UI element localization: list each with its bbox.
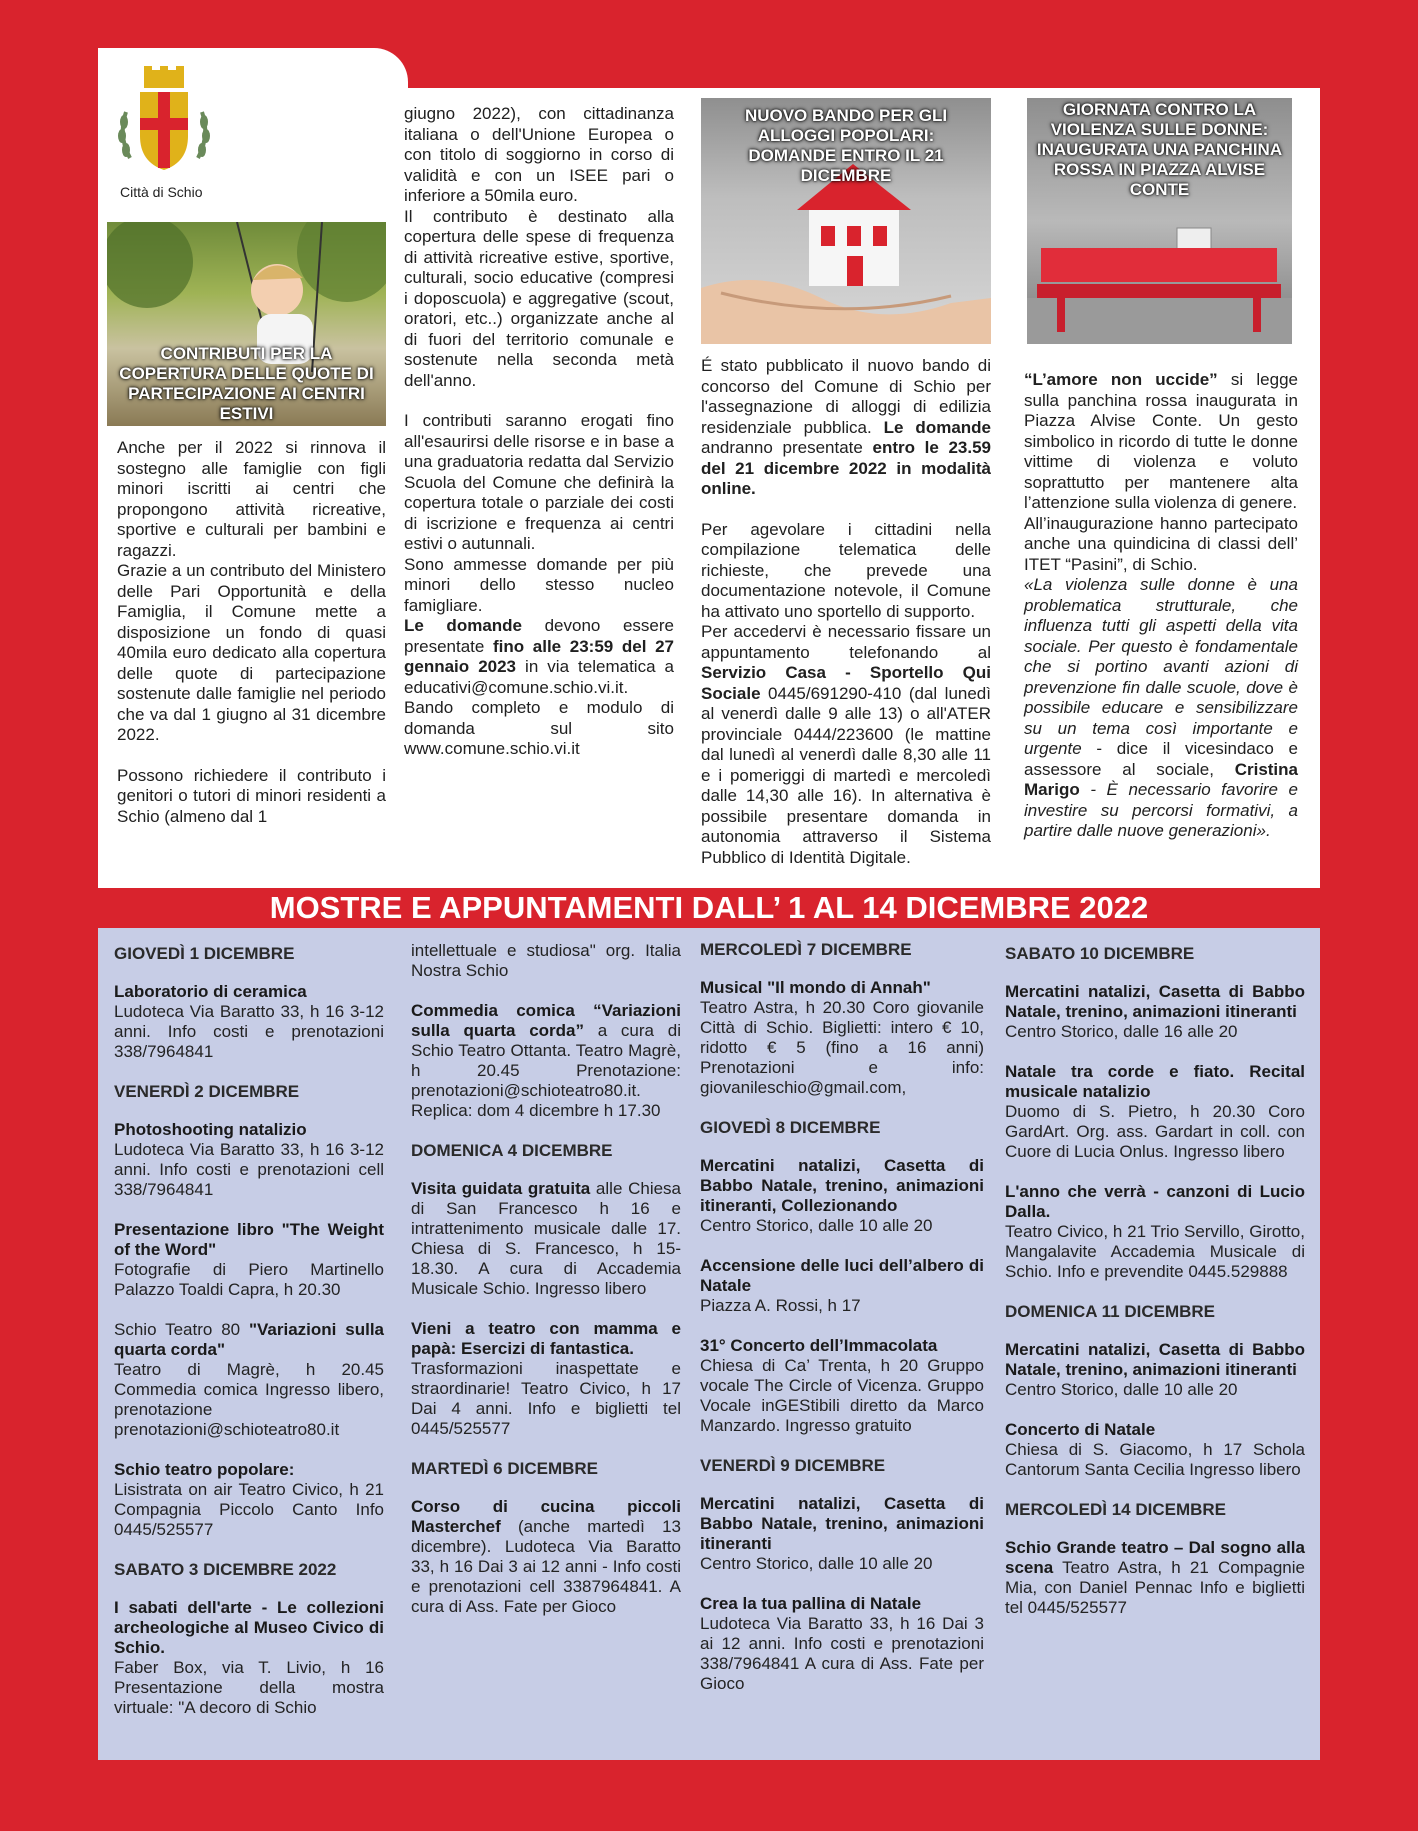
event-title: Concerto di Natale — [1005, 1420, 1156, 1439]
alloggi-column — [701, 356, 991, 868]
event-item — [700, 1594, 984, 1694]
event-title: Visita guidata gratuita — [411, 1179, 591, 1198]
event-details: (anche martedì 13 dicembre). Ludoteca Via Baratto 33, h 16 Dai 3 ai 12 anni - Info costi e prenotazioni cell 3387964841. A cura di Ass. Fate per Gioco — [411, 1517, 681, 1616]
event-title: Commedia comica “Variazioni sulla quarta corda” — [411, 1001, 681, 1040]
paragraph: Per agevolare i cittadini nella compilazione telematica delle richieste, che prevede una documentazione notevole, il Comune ha attivato uno sportello di supporto. — [701, 519, 991, 621]
event-details: Teatro di Magrè, h 20.45 Commedia comica Ingresso libero, prenotazione prenotazioni@schioteatro80.it — [114, 1360, 384, 1439]
event-day: VENERDÌ 9 DICEMBRE — [700, 1456, 886, 1475]
event-details: Duomo di S. Pietro, h 20.30 Coro GardArt. Org. ass. Gardart in coll. con Cuore di Lucia Onlus. Ingresso libero — [1005, 1102, 1305, 1161]
paragraph: Grazie a un contributo del Ministero delle Pari Opportunità e della Famiglia, il Comune mette a disposizione un fondo di quasi 40mila euro dedicato alla copertura delle quote di partecipazione sostenute dalle famiglie nel periodo che va dal 1 giugno al 31 dicembre 2022. — [117, 561, 386, 744]
event-title: Crea la tua pallina di Natale — [700, 1594, 922, 1613]
events-column-4 — [1005, 938, 1305, 1638]
paragraph: Anche per il 2022 si rinnova il sostegno alle famiglie con figli minori iscritti ai centri che propongono attività ricreative, sportive e culturali per bambini e ragazzi. — [117, 438, 386, 560]
event-title: Mercatini natalizi, Casetta di Babbo Natale, trenino, animazioni itineranti — [1005, 982, 1305, 1021]
event-title: Photoshooting natalizio — [114, 1120, 307, 1139]
event-day: DOMENICA 4 DICEMBRE — [411, 1141, 613, 1160]
bold-text: fino alle 23:59 del 27 gennaio 2023 — [404, 636, 674, 676]
event-item — [700, 1494, 984, 1574]
event-item — [1005, 982, 1305, 1042]
event-item — [411, 1497, 681, 1617]
event-item — [114, 1460, 384, 1540]
event-title: Natale tra corde e fiato. Recital musicale natalizio — [1005, 1062, 1305, 1101]
paragraph — [701, 356, 991, 500]
event-details: a cura di Schio Teatro Ottanta. Teatro Magrè, h 20.45 Prenotazione: prenotazioni@schioteatro80.it. Replica: dom 4 dicembre h 17.30 — [411, 1021, 681, 1120]
event-item — [700, 1156, 984, 1236]
event-title: Mercatini natalizi, Casetta di Babbo Natale, trenino, animazioni itineranti, Collezionando — [700, 1156, 984, 1215]
event-item — [411, 941, 681, 981]
event-title: Schio Grande teatro – Dal sogno alla scena — [1005, 1538, 1305, 1577]
event-day: GIOVEDÌ 1 DICEMBRE — [114, 944, 295, 963]
event-title: Laboratorio di ceramica — [114, 982, 307, 1001]
event-details: Ludoteca Via Baratto 33, h 16 3-12 anni. Info costi e prenotazioni 338/7964841 — [114, 1002, 384, 1061]
paragraph — [404, 616, 674, 698]
event-title: L'anno che verrà - canzoni di Lucio Dalla. — [1005, 1182, 1305, 1221]
text: andranno presentate — [701, 438, 873, 457]
paragraph: giugno 2022), con cittadinanza italiana o dell'Unione Europea o con titolo di soggiorno in corso di validità e con un ISEE pari o inferiore a 50mila euro. — [404, 104, 674, 205]
italic-text: «La violenza sulle donne è una problematica strutturale, che influenza tutti gli aspetti della vita sociale. Per questo è fondamentale che si portino avanti azioni di prevenzione fin dalle scuole, dove è possibile educare e sensibilizzare su un tema così importante e urgente — [1024, 575, 1298, 758]
panchina-caption: GIORNATA CONTRO LA VIOLENZA SULLE DONNE: INAUGURATA UNA PANCHINA ROSSA IN PIAZZA ALVISE CONTE — [1036, 100, 1283, 199]
bold-text: Servizio Casa - Sportello Qui Sociale — [701, 663, 991, 703]
event-title: Corso di cucina piccoli Masterchef — [411, 1497, 681, 1536]
event-title: Musical "Il mondo di Annah" — [700, 978, 931, 997]
city-name: Città di Schio — [120, 184, 203, 200]
event-details: Teatro Astra, h 21 Compagnie Mia, con Daniel Pennac Info e biglietti tel 0445/525577 — [1005, 1558, 1305, 1617]
event-details: Piazza A. Rossi, h 17 — [700, 1296, 861, 1315]
events-column-3 — [700, 934, 984, 1714]
event-title: Schio teatro popolare: — [114, 1460, 295, 1479]
text: si legge sulla panchina rossa inaugurata in Piazza Alvise Conte. Un gesto simbolico in ricordo di tutte le donne vittime di violenza e voluto soprattutto per mantenere alta l’attenzione sulla violenza di genere. — [1024, 370, 1298, 512]
text: É stato pubblicato il nuovo bando di concorso del Comune di Schio per l'assegnazione di alloggi di edilizia residenziale pubblica. — [701, 356, 991, 437]
text: 0445/691290-410 (dal lunedì al venerdì dalle 9 alle 13) o all'ATER provinciale 0444/223600 (le mattine dal lunedì al venerdì dalle 8,30 alle 11 e i pomeriggi di martedì e mercoledì dalle 14,30 alle 16). In alternativa è possibile presentare domanda in autonomia attraverso il Sistema Pubblico di Identità Digitale. — [701, 683, 991, 867]
event-item — [114, 1320, 384, 1440]
event-day: MARTEDÌ 6 DICEMBRE — [411, 1459, 599, 1478]
event-details: Centro Storico, dalle 10 alle 20 — [700, 1216, 933, 1235]
event-details: Ludoteca Via Baratto 33, h 16 3-12 anni. Info costi e prenotazioni cell 338/7964841 — [114, 1140, 384, 1199]
event-item — [411, 1179, 681, 1299]
event-details: Chiesa di Ca’ Trenta, h 20 Gruppo vocale The Circle of Vicenza. Gruppo Vocale inGEStibili diretto da Marco Manzardo. Ingresso gratuito — [700, 1356, 984, 1435]
event-title: Accensione delle luci dell’albero di Natale — [700, 1256, 984, 1295]
event-item — [1005, 1420, 1305, 1480]
event-item — [114, 1598, 384, 1718]
paragraph — [1024, 370, 1298, 514]
event-day: VENERDÌ 2 DICEMBRE — [114, 1082, 300, 1101]
event-item — [411, 1001, 681, 1121]
paragraph: I contributi saranno erogati fino all'esaurirsi delle risorse e in base a una graduatoria redatta dal Servizio Scuola del Comune che definirà la copertura totale o parziale dei costi di iscrizione e frequenza ai centri estivi o autunnali. — [404, 411, 674, 553]
event-item — [1005, 1538, 1305, 1618]
alloggi-photo — [701, 98, 991, 344]
event-day: MERCOLEDÌ 14 DICEMBRE — [1005, 1500, 1227, 1519]
event-item — [1005, 1182, 1305, 1282]
event-day: SABATO 3 DICEMBRE 2022 — [114, 1560, 337, 1579]
event-title: 31° Concerto dell’Immacolata — [700, 1336, 938, 1355]
panchina-photo — [1027, 98, 1292, 344]
bold-text: Cristina Marigo — [1024, 759, 1298, 799]
centri-estivi-photo — [107, 222, 386, 426]
paragraph: Il contributo è destinato alla copertura delle spese di frequenza di attività ricreative estive, sportive, culturali, socio educative (compresi i doposcuola) e aggregative (scout, oratori, etc..) organizzate anche al di fuori del territorio comunale e sostenute nella seconda metà dell'anno. — [404, 206, 674, 390]
paragraph: Possono richiedere il contributo i genitori o tutori di minori residenti a Schio (almeno dal 1 — [117, 765, 386, 826]
event-day: MERCOLEDÌ 7 DICEMBRE — [700, 940, 912, 959]
panchina-column — [1024, 370, 1298, 842]
event-item — [700, 1336, 984, 1436]
event-details: Trasformazioni inaspettate e straordinarie! Teatro Civico, h 17 Dai 4 anni. Info e biglietti tel 0445/525577 — [411, 1359, 681, 1438]
alloggi-caption: NUOVO BANDO PER GLI ALLOGGI POPOLARI: DOMANDE ENTRO IL 21 DICEMBRE — [744, 106, 948, 185]
centri-estivi-column-1 — [117, 438, 386, 827]
events-column-1 — [114, 938, 384, 1738]
event-details: intellettuale e studiosa" org. Italia Nostra Schio — [411, 941, 681, 980]
event-title: "Variazioni sulla quarta corda" — [114, 1320, 384, 1359]
event-item — [114, 982, 384, 1062]
event-details: Lisistrata on air Teatro Civico, h 21 Compagnia Piccolo Canto Info 0445/525577 — [114, 1480, 384, 1539]
events-column-2 — [411, 941, 681, 1637]
event-details: Faber Box, via T. Livio, h 16 Presentazione della mostra virtuale: "A decoro di Schio — [114, 1658, 384, 1717]
event-item — [700, 978, 984, 1098]
event-day: DOMENICA 11 DICEMBRE — [1005, 1302, 1216, 1321]
paragraph — [1024, 575, 1298, 842]
event-prefix: Schio Teatro 80 — [114, 1320, 249, 1339]
bold-text: Le domande — [883, 417, 991, 437]
event-title: Presentazione libro "The Weight of the Word" — [114, 1220, 384, 1259]
event-details: Centro Storico, dalle 16 alle 20 — [1005, 1022, 1238, 1041]
text: in via telematica a educativi@comune.schio.vi.it. — [404, 657, 674, 697]
event-details: Ludoteca Via Baratto 33, h 16 Dai 3 ai 12 anni. Info costi e prenotazioni 338/7964841 A cura di Ass. Fate per Gioco — [700, 1614, 984, 1693]
event-title: Mercatini natalizi, Casetta di Babbo Natale, trenino, animazioni itineranti — [700, 1494, 984, 1553]
bold-text: Le domande — [404, 616, 522, 635]
event-day: SABATO 10 DICEMBRE — [1005, 944, 1195, 963]
event-item — [411, 1319, 681, 1439]
event-details: alle Chiesa di San Francesco h 16 e intrattenimento musicale dalle 17. Chiesa di S. Francesco, h 15-18.30. A cura di Accademia Musicale Schio. Ingresso libero — [411, 1179, 682, 1298]
paragraph: All’inaugurazione hanno partecipato anche una quindicina di classi dell’ ITET “Pasini”, di Schio. — [1024, 513, 1298, 574]
event-details: Teatro Astra, h 20.30 Coro giovanile Città di Schio. Biglietti: intero € 10, ridotto € 5 (fino a 16 anni) Prenotazioni e info: giovanileschio@gmail.com, — [700, 998, 984, 1097]
event-title: I sabati dell'arte - Le collezioni archeologiche al Museo Civico di Schio. — [114, 1598, 384, 1657]
text: - dice il vicesindaco e assessore al sociale, — [1024, 739, 1298, 779]
event-title: Vieni a teatro con mamma e papà: Esercizi di fantastica. — [411, 1319, 681, 1358]
city-crest-icon — [112, 66, 216, 202]
event-details: Teatro Civico, h 21 Trio Servillo, Girotto, Mangalavite Accademia Musicale di Schio. Info e prevendite 0445.529888 — [1005, 1222, 1305, 1281]
italic-text: - È necessario favorire e investire su percorsi formativi, a partire dalle nuove generazioni». — [1024, 780, 1298, 840]
paragraph: Sono ammesse domande per più minori dello stesso nucleo famigliare. — [404, 554, 674, 615]
event-details: Centro Storico, dalle 10 alle 20 — [1005, 1380, 1238, 1399]
bold-text: “L’amore non uccide” — [1024, 370, 1218, 389]
event-item — [700, 1256, 984, 1316]
centri-estivi-column-2 — [404, 104, 674, 760]
text: devono essere presentate — [404, 616, 674, 656]
event-item — [1005, 1062, 1305, 1162]
event-details: Fotografie di Piero Martinello Palazzo Toaldi Capra, h 20.30 — [114, 1260, 384, 1299]
event-details: Chiesa di S. Giacomo, h 17 Schola Cantorum Santa Cecilia Ingresso libero — [1005, 1440, 1305, 1479]
event-item — [114, 1220, 384, 1300]
event-day: GIOVEDÌ 8 DICEMBRE — [700, 1118, 881, 1137]
paragraph: Bando completo e modulo di domanda sul sito www.comune.schio.vi.it — [404, 698, 674, 758]
centri-estivi-caption: CONTRIBUTI PER LA COPERTURA DELLE QUOTE DI PARTECIPAZIONE AI CENTRI ESTIVI — [119, 344, 374, 423]
event-details: Centro Storico, dalle 10 alle 20 — [700, 1554, 933, 1573]
events-section-title: MOSTRE E APPUNTAMENTI DALL’ 1 AL 14 DICEMBRE 2022 — [269, 890, 1149, 925]
text: Per accedervi è necessario fissare un appuntamento telefonando al — [701, 622, 991, 662]
event-item — [114, 1120, 384, 1200]
bold-text: entro le 23.59 del 21 dicembre 2022 in modalità online. — [701, 438, 992, 498]
paragraph — [701, 622, 991, 868]
event-item — [1005, 1340, 1305, 1400]
event-title: Mercatini natalizi, Casetta di Babbo Natale, trenino, animazioni itineranti — [1005, 1340, 1305, 1379]
